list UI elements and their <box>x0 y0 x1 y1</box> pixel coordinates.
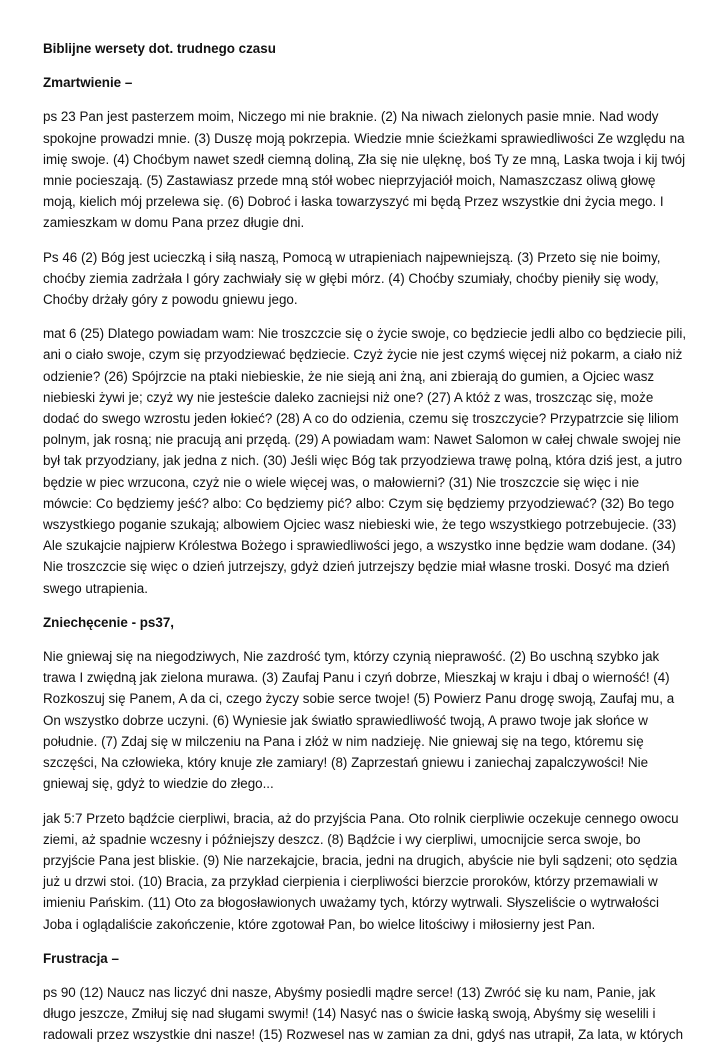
section-heading-frustracja: Frustracja – <box>43 950 119 966</box>
paragraph-psalm-23: ps 23 Pan jest pasterzem moim, Niczego mi nie braknie. (2) Na niwach zielonych pasie mnie. Nad wody spokojne prowadzi mnie. (3) Duszę moją pokrzepia. Wiedzie mnie ścieżkami sprawiedliwości Ze względu na imię swoje. (4) Choćbym nawet szedł ciemną doliną, Zła się nie ulęknę, boś Ty ze mną, Laska twoja i kij twój mnie pocieszają. (5) Zastawiasz przede mną stół wobec nieprzyjaciół moich, Namaszczasz oliwą głowę moją, kielich mój przelewa się. (6) Dobroć i łaska towarzyszyć mi będą Przez wszystkie dni życia mego. I zamieszkam w domu Pana przez długie dni. <box>43 109 686 231</box>
paragraph-psalm-37: Nie gniewaj się na niegodziwych, Nie zazdrość tym, którzy czynią nieprawość. (2) Bo uschną szybko jak trawa I zwiędną jak zielona murawa. (3) Zaufaj Panu i czyń dobrze, Mieszkaj w kraju i dbaj o wierność! (4) Rozkoszuj się Panem, A da ci, czego życzy sobie serce twoje! (5) Powierz Panu drogę swoją, Zaufaj mu, a On wszystko dobrze uczyni. (6) Wyniesie jak światło sprawiedliwość twoją, A prawo twoje jak słońce w południe. (7) Zdaj się w milczeniu na Pana i złóż w nim nadzieję. Nie gniewaj się na tego, któremu się szczęści, Na człowieka, który knuje złe zamiary! (8) Zaprzestań gniewu i zaniechaj zapalczywości! Nie gniewaj się, gdyż to wiedzie do złego... <box>43 649 675 792</box>
section-heading-zniechecenie: Zniechęcenie - ps37, <box>43 614 174 630</box>
paragraph-psalm-90: ps 90 (12) Naucz nas liczyć dni nasze, Abyśmy posiedli mądre serce! (13) Zwróć się ku nam, Panie, jak długo jeszcze, Zmiłuj się nad sługami swymi! (14) Nasyć nas o świcie łaską swoją, Abyśmy się weselili i radowali przez wszystkie dni nasze! (15) Rozwesel nas w zamian za dni, gdyś nas utrapił, Za lata, w których <box>43 984 684 1043</box>
paragraph-james-5: jak 5:7 Przeto bądźcie cierpliwi, bracia, aż do przyjścia Pana. Oto rolnik cierpliwie oczekuje cennego owocu ziemi, aż spadnie wczesny i późniejszy deszcz. (8) Bądźcie i wy cierpliwi, umocnijcie serca swoje, bo przyjście Pana jest bliskie. (9) Nie narzekajcie, bracia, jedni na drugich, abyście nie byli sądzeni; oto sędzia już u drzwi stoi. (10) Bracia, za przykład cierpienia i cierpliwości bierzcie proroków, którzy przemawiali w imieniu Pańskim. (11) Oto za błogosławionych uważamy tych, którzy wytrwali. Słyszeliście o wytrwałości Joba i oglądaliście zakończenie, które zgotował Pan, bo wielce litościwy i miłosierny jest Pan. <box>43 810 679 932</box>
paragraph-psalm-46: Ps 46 (2) Bóg jest ucieczką i siłą naszą, Pomocą w utrapieniach najpewniejszą. (3) Przeto się nie boimy, choćby ziemia zadrżała I góry zachwiały się w głębi mórz. (4) Choćby szumiały, choćby pieniły się wody, Choćby drżały góry z powodu gniewu jego. <box>43 249 661 308</box>
section-heading-zmartwienie: Zmartwienie – <box>43 75 133 91</box>
paragraph-matthew-6: mat 6 (25) Dlatego powiadam wam: Nie troszczcie się o życie swoje, co będziecie jedli albo co będziecie pili, ani o ciało swoje, czym się przyodziewać będziecie. Czyż życie nie jest czymś więcej niż pokarm, a ciało niż odzienie? (26) Spójrzcie na ptaki niebieskie, że nie sieją ani żną, ani zbierają do gumien, a Ojciec wasz niebieski żywi je; czyż wy nie jesteście daleko zacniejsi niż one? (27) A któż z was, troszcząc się, może dodać do swego wzrostu jeden łokieć? (28) A co do odzienia, czemu się troszczycie? Przypatrzcie się liliom polnym, jak rosną; nie pracują ani przędą. (29) A powiadam wam: Nawet Salomon w całej chwale swojej nie był tak przyodziany, jak jedna z nich. (30) Jeśli więc Bóg tak przyodziewa trawę polną, która dziś jest, a jutro będzie w piec wrzucona, czyż nie o wiele więcej was, o małowierni? (31) Nie troszczcie się więc i nie mówcie: Co będziemy jeść? albo: Co będziemy pić? albo: Czym się będziemy przyodziewać? (32) Bo tego wszystkiego poganie szukają; albowiem Ojciec wasz niebieski wie, że tego wszystkiego potrzebujecie. (33) Ale szukajcie najpierw Królestwa Bożego i sprawiedliwości jego, a wszystko inne będzie wam dodane. (34) Nie troszczcie się więc o dzień jutrzejszy, gdyż dzień jutrzejszy będzie miał własne troski. Dosyć ma dzień swego utrapienia. <box>43 326 687 596</box>
document-title: Biblijne wersety dot. trudnego czasu <box>43 41 276 56</box>
document-page <box>43 38 688 1059</box>
